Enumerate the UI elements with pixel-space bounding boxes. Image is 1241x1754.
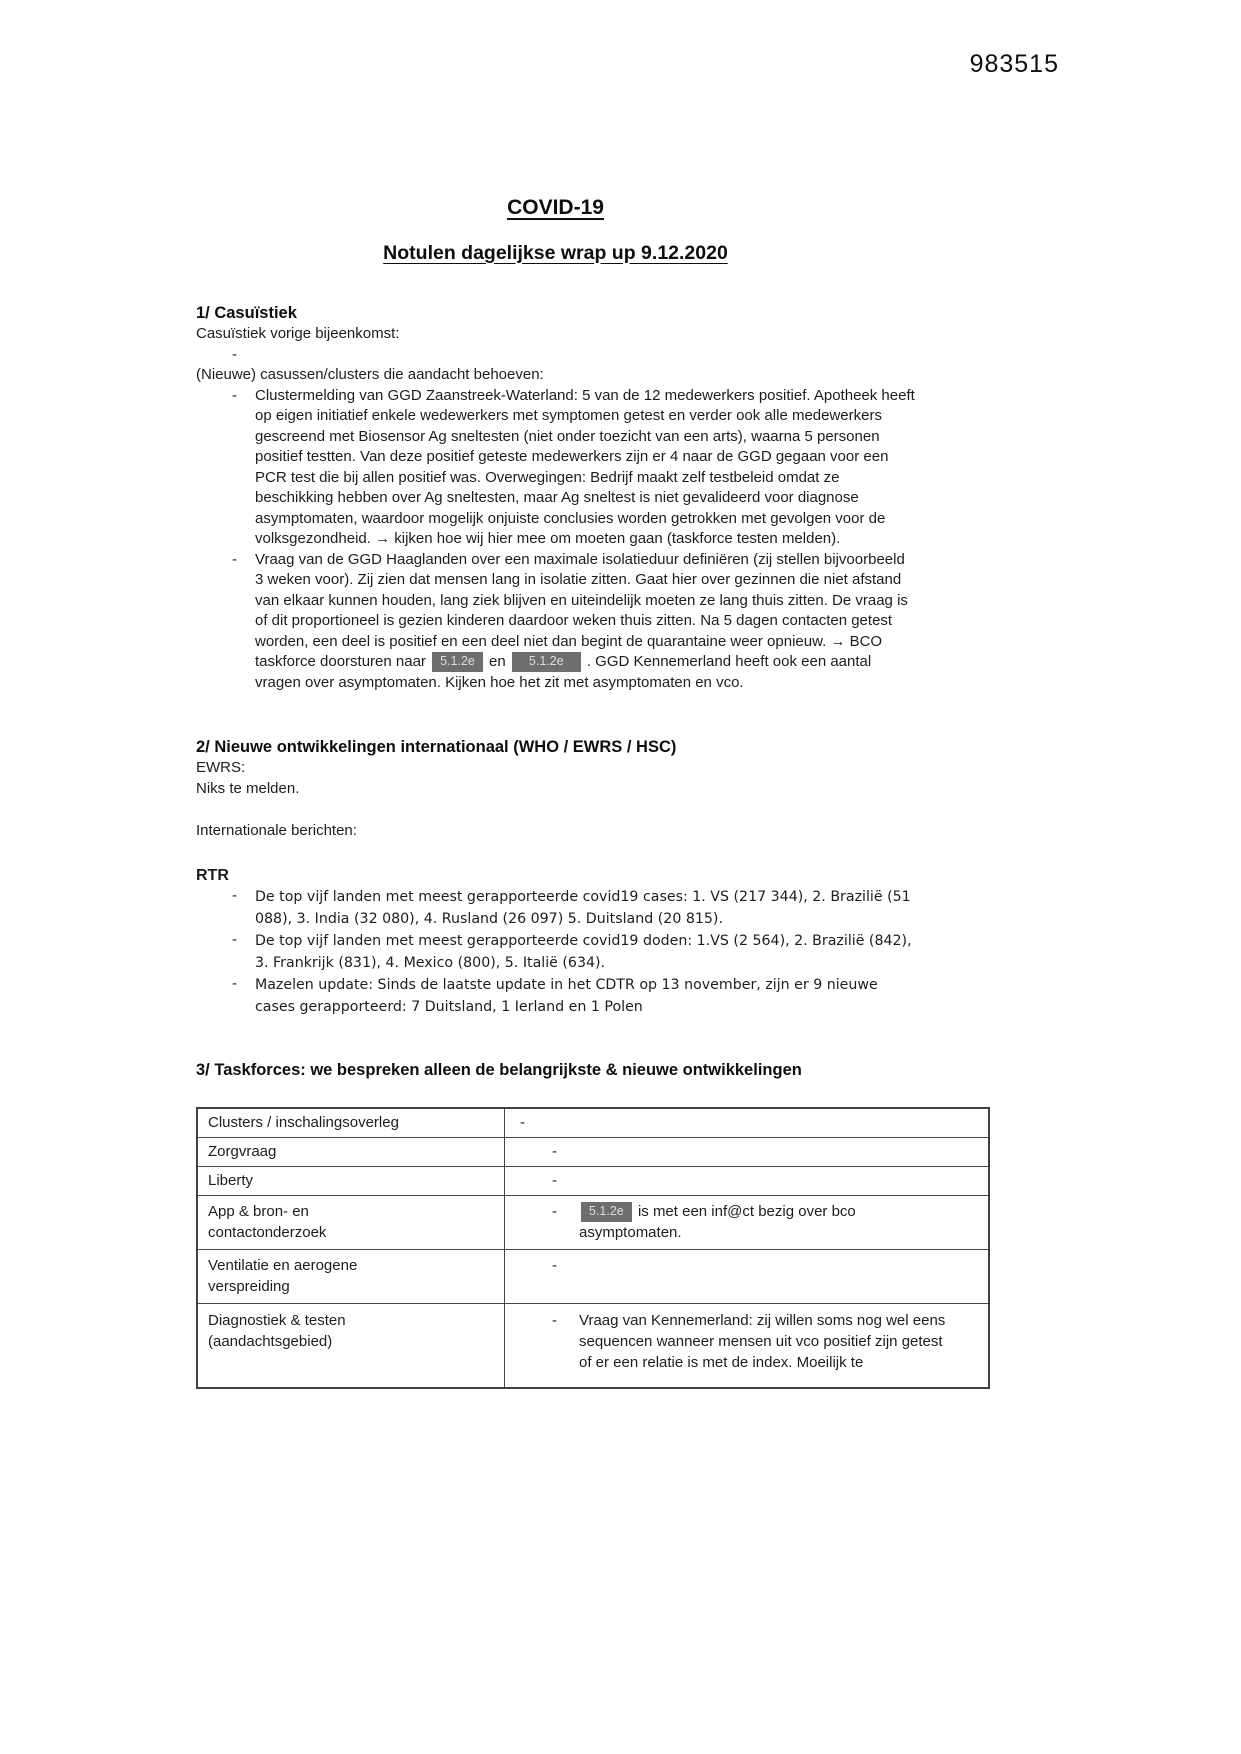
redaction-box: 5.1.2e xyxy=(512,652,581,672)
row-label: Zorgvraag xyxy=(208,1143,277,1160)
row-label: Diagnostiek & testen xyxy=(208,1312,346,1329)
cell-dash: - xyxy=(552,1143,557,1160)
table-row xyxy=(197,1304,989,1389)
list-item xyxy=(196,550,915,694)
bullet-text: Clustermelding van GGD Zaanstreek-Waterland: 5 van de 12 medewerkers positief. Apotheek heeft op eigen initiatief enkele wedewerkers met symptomen getest en verder ook alle medewerkers gescreend met Biosensor Ag sneltesten (niet onder toezicht van een arts), waarna 5 personen positief testten. Van deze positief geteste medewerkers zijn er 4 naar de GGD gegaan voor een PCR test die bij allen positief was. Overwegingen: Bedrijf maakt zelf testbeleid omdat ze beschikking hebben over Ag sneltesten, maar Ag sneltest is niet gevalideerd voor diagnose asymptomaten, waardoor mogelijk onjuiste conclusies worden getrokken met gevolgen voor de volksgezondheid. → kijken hoe wij hier mee om moeten gaan (taskforce testen melden). xyxy=(255,386,915,547)
bullet-text-part: Vraag van de GGD Haaglanden over een maximale isolatieduur definiëren (zij stellen bijvoorbeeld 3 weken voor). Zij zien dat mensen lang in isolatie zitten. Gaat hier over gezinnen die niet afstand van elkaar kunnen houden, lang ziek blijven en uiteindelijk moeten ze lang thuis zitten. De vraag is of dit proportioneel is gezien kinderen daardoor weken thuis zitten. Na 5 dagen contacten getest worden, een deel is positief en een deel niet dan begint de quarantaine weer opnieuw. → BCO taskforce doorsturen naar xyxy=(255,550,908,670)
bullet-dash: - xyxy=(232,975,237,992)
row-label: Clusters / inschalingsoverleg xyxy=(208,1114,399,1131)
document-subtitle: Notulen dagelijkse wrap up 9.12.2020 xyxy=(383,241,728,264)
cell-dash: - xyxy=(552,1172,557,1189)
document-title: COVID-19 xyxy=(507,196,604,219)
ewrs-status: Niks te melden. xyxy=(196,779,300,797)
list-item xyxy=(196,386,915,550)
table-row xyxy=(197,1108,989,1138)
section3-heading: 3/ Taskforces: we bespreken alleen de belangrijkste & nieuwe ontwikkelingen xyxy=(196,1061,802,1079)
cell-line xyxy=(579,1201,979,1222)
cell-dash: - xyxy=(552,1257,557,1274)
cell-dash: - xyxy=(520,1114,525,1131)
row-label: Liberty xyxy=(208,1172,254,1189)
section1-bullet-list xyxy=(196,386,915,694)
ewrs-label: EWRS: xyxy=(196,759,246,776)
document-body xyxy=(196,0,990,1389)
row-label: Ventilatie en aerogene xyxy=(208,1257,358,1274)
cell-content xyxy=(579,1201,979,1243)
cell-line: asymptomaten. xyxy=(579,1224,682,1241)
international-label: Internationale berichten: xyxy=(196,822,357,839)
row-label-line2: contactonderzoek xyxy=(208,1224,327,1241)
row-label-line2: (aandachtsgebied) xyxy=(208,1333,333,1350)
row-label: App & bron- en xyxy=(208,1203,309,1220)
section1-intro: Casuïstiek vorige bijeenkomst: xyxy=(196,325,400,342)
table-row xyxy=(197,1138,989,1167)
list-item xyxy=(196,974,915,1018)
bullet-text: De top vijf landen met meest gerapporteerde covid19 doden: 1.VS (2 564), 2. Brazilië (842), 3. Frankrijk (831), 4. Mexico (800), 5. Italië (634). xyxy=(255,933,912,971)
table-row xyxy=(197,1250,989,1304)
list-item xyxy=(196,930,915,974)
bullet-text: De top vijf landen met meest gerapporteerde covid19 cases: 1. VS (217 344), 2. Brazilië (51 088), 3. India (32 080), 4. Rusland (26 097) 5. Duitsland (20 815). xyxy=(255,889,911,927)
bullet-text: Mazelen update: Sinds de laatste update in het CDTR op 13 november, zijn er 9 nieuwe cases gerapporteerd: 7 Duitsland, 1 Ierland en 1 Polen xyxy=(255,977,878,1015)
bullet-text-part: . GGD Kennemerland heeft ook een aantal vragen over asymptomaten. Kijken hoe het zit met asymptomaten en vco. xyxy=(255,653,872,691)
cell-content xyxy=(579,1310,979,1373)
bullet-dash: - xyxy=(232,386,237,404)
rtr-bullet-list xyxy=(196,886,915,1018)
bullet-dash: - xyxy=(232,550,237,568)
page-number: 983515 xyxy=(969,50,1059,78)
list-item xyxy=(196,886,915,930)
redaction-box: 5.1.2e xyxy=(581,1202,632,1222)
taskforces-table xyxy=(196,1107,990,1389)
bullet-text xyxy=(255,550,915,694)
cell-line: sequencen wanneer mensen uit vco positief zijn getest xyxy=(579,1333,943,1350)
bullet-dash: - xyxy=(232,887,237,904)
bullet-dash: - xyxy=(232,931,237,948)
cell-text: is met een inf@ct bezig over bco xyxy=(637,1203,856,1220)
section1-heading: 1/ Casuïstiek xyxy=(196,304,297,322)
table-row xyxy=(197,1167,989,1196)
cell-line: Vraag van Kennemerland: zij willen soms nog wel eens xyxy=(579,1312,946,1329)
rtr-heading: RTR xyxy=(196,866,229,884)
cell-line: of er een relatie is met de index. Moeilijk te xyxy=(579,1354,864,1371)
section2-heading: 2/ Nieuwe ontwikkelingen internationaal (WHO / EWRS / HSC) xyxy=(196,738,677,756)
section1-clusters-intro: (Nieuwe) casussen/clusters die aandacht behoeven: xyxy=(196,366,544,383)
row-label-line2: verspreiding xyxy=(208,1278,290,1295)
redaction-box: 5.1.2e xyxy=(432,652,483,672)
table-row xyxy=(197,1196,989,1250)
cell-dash: - xyxy=(552,1203,557,1220)
section1-empty-item: - xyxy=(232,345,237,363)
cell-dash: - xyxy=(552,1312,557,1329)
bullet-text-part: en xyxy=(489,653,506,670)
